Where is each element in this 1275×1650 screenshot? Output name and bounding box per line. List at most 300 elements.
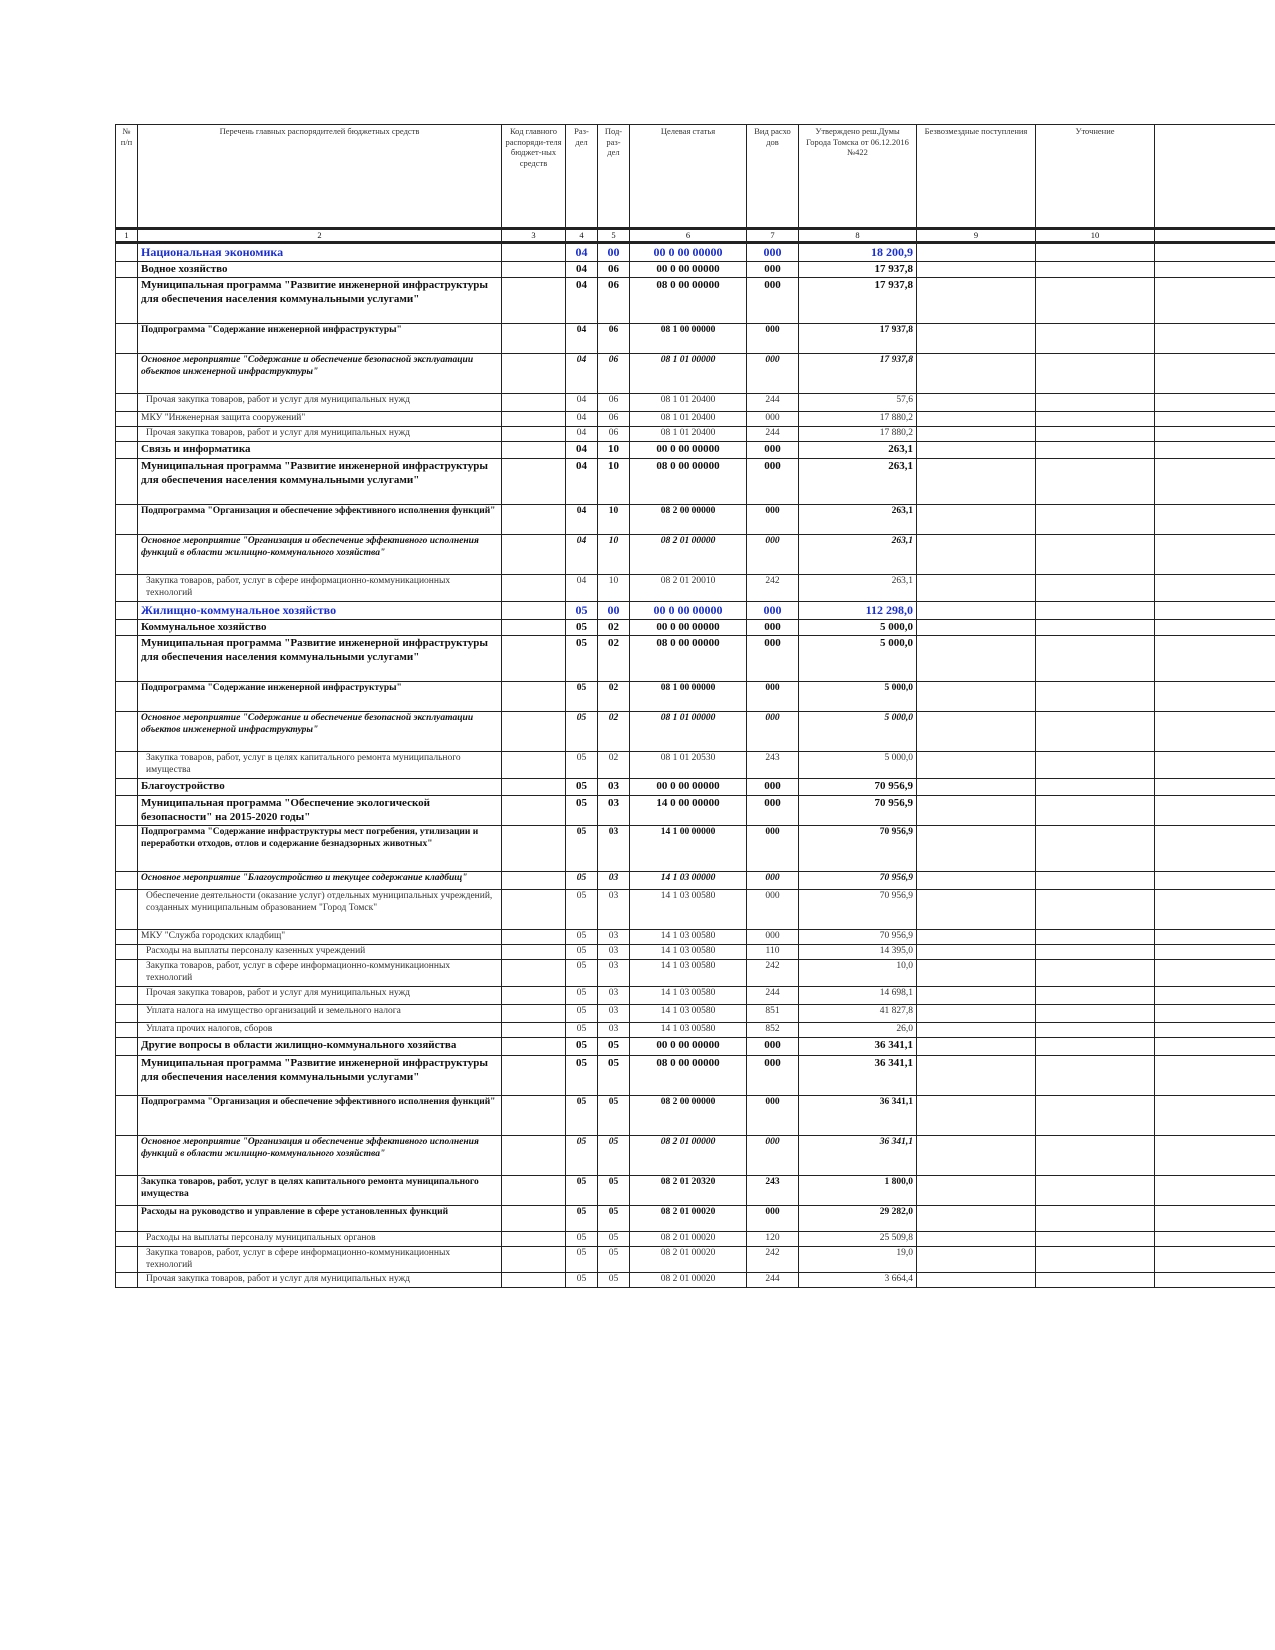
header-clarification: Уточнение	[1036, 125, 1155, 229]
row-subsection: 05	[598, 1273, 630, 1288]
row-clarification	[1036, 890, 1155, 930]
row-target-article: 08 2 01 00020	[630, 1246, 747, 1273]
row-expense-type: 000	[747, 890, 799, 930]
row-grants	[917, 1273, 1036, 1288]
row-approved-sum: 263,1	[799, 504, 917, 534]
row-clarification	[1036, 242, 1155, 261]
row-approved-sum: 263,1	[799, 574, 917, 601]
table-row	[116, 682, 1275, 712]
header-extra	[1155, 125, 1275, 229]
table-row	[116, 779, 1275, 796]
row-number	[116, 1095, 138, 1135]
row-target-article: 14 1 03 00580	[630, 960, 747, 987]
row-expense-type: 242	[747, 960, 799, 987]
row-section: 05	[566, 752, 598, 779]
row-name: Основное мероприятие "Организация и обеспечение эффективного исполнения функций в области жилищно-коммунального хозяйства"	[138, 534, 502, 574]
row-target-article: 08 1 01 20530	[630, 752, 747, 779]
row-approved-sum: 17 937,8	[799, 278, 917, 324]
row-subsection: 02	[598, 752, 630, 779]
row-target-article: 08 2 01 00020	[630, 1273, 747, 1288]
row-name: МКУ "Инженерная защита сооружений"	[138, 412, 502, 427]
row-name: Уплата налога на имущество организаций и земельного налога	[138, 1004, 502, 1022]
row-target-article: 00 0 00 00000	[630, 442, 747, 459]
row-expense-type: 000	[747, 619, 799, 636]
row-name: Подпрограмма "Содержание инженерной инфраструктуры"	[138, 682, 502, 712]
row-approved-sum: 5 000,0	[799, 619, 917, 636]
row-expense-type: 000	[747, 504, 799, 534]
row-number	[116, 872, 138, 890]
row-grants	[917, 795, 1036, 826]
row-target-article: 00 0 00 00000	[630, 1037, 747, 1055]
row-approved-sum: 36 341,1	[799, 1037, 917, 1055]
table-row	[116, 1273, 1275, 1288]
row-name: Расходы на выплаты персоналу муниципальных органов	[138, 1231, 502, 1246]
table-row	[116, 1022, 1275, 1037]
row-target-article: 08 0 00 00000	[630, 1055, 747, 1095]
row-subsection: 03	[598, 986, 630, 1004]
row-section: 04	[566, 324, 598, 354]
table-row	[116, 427, 1275, 442]
row-target-article: 08 1 00 00000	[630, 324, 747, 354]
header-grants: Безвозмездные поступления	[917, 125, 1036, 229]
row-expense-type: 000	[747, 534, 799, 574]
row-section: 05	[566, 960, 598, 987]
row-approved-sum: 25 509,8	[799, 1231, 917, 1246]
row-number	[116, 427, 138, 442]
row-expense-type: 000	[747, 1095, 799, 1135]
row-grants	[917, 534, 1036, 574]
row-expense-type: 242	[747, 1246, 799, 1273]
row-approved-sum: 14 698,1	[799, 986, 917, 1004]
row-name: Основное мероприятие "Содержание и обеспечение безопасной эксплуатации объектов инженерной инфраструктуры"	[138, 354, 502, 394]
table-row	[116, 534, 1275, 574]
row-section: 05	[566, 1135, 598, 1175]
row-approved-sum: 263,1	[799, 534, 917, 574]
header-number: № п/п	[116, 125, 138, 229]
row-grants	[917, 261, 1036, 278]
row-subsection: 03	[598, 945, 630, 960]
row-grants	[917, 412, 1036, 427]
row-section: 05	[566, 1175, 598, 1205]
row-name: Подпрограмма "Содержание инженерной инфраструктуры"	[138, 324, 502, 354]
row-extra	[1155, 682, 1275, 712]
row-number	[116, 442, 138, 459]
row-target-article: 08 2 01 00000	[630, 534, 747, 574]
row-grants	[917, 779, 1036, 796]
row-code	[502, 278, 566, 324]
row-target-article: 08 0 00 00000	[630, 636, 747, 682]
row-clarification	[1036, 1231, 1155, 1246]
row-clarification	[1036, 1273, 1155, 1288]
row-code	[502, 458, 566, 504]
row-number	[116, 752, 138, 779]
row-extra	[1155, 412, 1275, 427]
row-extra	[1155, 1273, 1275, 1288]
row-grants	[917, 682, 1036, 712]
table-header-row	[116, 125, 1275, 229]
row-target-article: 08 2 01 00020	[630, 1205, 747, 1231]
row-name: Закупка товаров, работ, услуг в сфере информационно-коммуникационных технологий	[138, 1246, 502, 1273]
table-row	[116, 945, 1275, 960]
row-number	[116, 712, 138, 752]
row-name: Закупка товаров, работ, услуг в сфере информационно-коммуникационных технологий	[138, 574, 502, 601]
row-target-article: 14 1 03 00000	[630, 872, 747, 890]
row-section: 04	[566, 412, 598, 427]
row-subsection: 05	[598, 1205, 630, 1231]
row-expense-type: 000	[747, 442, 799, 459]
row-target-article: 14 1 03 00580	[630, 986, 747, 1004]
row-clarification	[1036, 1246, 1155, 1273]
row-section: 05	[566, 890, 598, 930]
row-clarification	[1036, 1004, 1155, 1022]
row-extra	[1155, 795, 1275, 826]
row-section: 04	[566, 394, 598, 412]
row-grants	[917, 712, 1036, 752]
row-subsection: 03	[598, 960, 630, 987]
row-section: 04	[566, 427, 598, 442]
row-number	[116, 1037, 138, 1055]
row-section: 04	[566, 278, 598, 324]
header-section: Раз-дел	[566, 125, 598, 229]
header-approved: Утверждено реш.Думы Города Томска от 06.12.2016 №422	[799, 125, 917, 229]
row-target-article: 08 1 01 20400	[630, 394, 747, 412]
row-target-article: 08 2 00 00000	[630, 504, 747, 534]
table-row	[116, 986, 1275, 1004]
row-grants	[917, 1037, 1036, 1055]
row-clarification	[1036, 986, 1155, 1004]
row-number	[116, 354, 138, 394]
row-section: 05	[566, 619, 598, 636]
row-approved-sum: 70 956,9	[799, 890, 917, 930]
row-section: 05	[566, 1037, 598, 1055]
row-number	[116, 394, 138, 412]
row-subsection: 00	[598, 242, 630, 261]
row-number	[116, 619, 138, 636]
row-clarification	[1036, 601, 1155, 619]
row-clarification	[1036, 930, 1155, 945]
row-code	[502, 1037, 566, 1055]
row-code	[502, 945, 566, 960]
row-expense-type: 000	[747, 354, 799, 394]
row-grants	[917, 1246, 1036, 1273]
row-subsection: 03	[598, 872, 630, 890]
row-section: 05	[566, 636, 598, 682]
row-approved-sum: 5 000,0	[799, 752, 917, 779]
row-name: Муниципальная программа "Развитие инженерной инфраструктуры для обеспечения населения коммунальными услугами"	[138, 278, 502, 324]
row-section: 04	[566, 574, 598, 601]
row-name: Национальная экономика	[138, 242, 502, 261]
row-code	[502, 534, 566, 574]
row-extra	[1155, 458, 1275, 504]
table-row	[116, 752, 1275, 779]
row-approved-sum: 70 956,9	[799, 779, 917, 796]
row-extra	[1155, 1022, 1275, 1037]
row-clarification	[1036, 354, 1155, 394]
table-row	[116, 278, 1275, 324]
row-number	[116, 458, 138, 504]
colnum: 6	[630, 229, 747, 243]
row-subsection: 02	[598, 682, 630, 712]
colnum	[1155, 229, 1275, 243]
row-clarification	[1036, 1022, 1155, 1037]
row-section: 05	[566, 826, 598, 872]
row-expense-type: 110	[747, 945, 799, 960]
row-number	[116, 1205, 138, 1231]
row-subsection: 05	[598, 1037, 630, 1055]
row-grants	[917, 752, 1036, 779]
row-approved-sum: 263,1	[799, 458, 917, 504]
row-subsection: 05	[598, 1231, 630, 1246]
table-row	[116, 601, 1275, 619]
row-expense-type: 000	[747, 242, 799, 261]
row-extra	[1155, 1246, 1275, 1273]
row-code	[502, 930, 566, 945]
row-clarification	[1036, 945, 1155, 960]
row-clarification	[1036, 826, 1155, 872]
row-expense-type: 244	[747, 394, 799, 412]
row-name: Связь и информатика	[138, 442, 502, 459]
row-number	[116, 930, 138, 945]
row-expense-type: 243	[747, 752, 799, 779]
row-number	[116, 1004, 138, 1022]
row-section: 05	[566, 872, 598, 890]
table-row	[116, 1055, 1275, 1095]
row-subsection: 03	[598, 826, 630, 872]
row-name: Подпрограмма "Организация и обеспечение эффективного исполнения функций"	[138, 504, 502, 534]
row-code	[502, 1273, 566, 1288]
row-grants	[917, 930, 1036, 945]
row-code	[502, 1246, 566, 1273]
row-expense-type: 000	[747, 779, 799, 796]
row-section: 05	[566, 1205, 598, 1231]
row-subsection: 03	[598, 795, 630, 826]
row-number	[116, 986, 138, 1004]
row-clarification	[1036, 261, 1155, 278]
row-number	[116, 779, 138, 796]
row-approved-sum: 3 664,4	[799, 1273, 917, 1288]
colnum: 2	[138, 229, 502, 243]
row-name: Жилищно-коммунальное хозяйство	[138, 601, 502, 619]
row-extra	[1155, 534, 1275, 574]
row-subsection: 05	[598, 1135, 630, 1175]
row-grants	[917, 1022, 1036, 1037]
row-extra	[1155, 930, 1275, 945]
row-approved-sum: 112 298,0	[799, 601, 917, 619]
row-number	[116, 1273, 138, 1288]
row-grants	[917, 636, 1036, 682]
row-extra	[1155, 986, 1275, 1004]
row-extra	[1155, 636, 1275, 682]
row-grants	[917, 1135, 1036, 1175]
row-code	[502, 1055, 566, 1095]
row-grants	[917, 442, 1036, 459]
row-clarification	[1036, 534, 1155, 574]
row-expense-type: 000	[747, 795, 799, 826]
row-extra	[1155, 504, 1275, 534]
colnum: 10	[1036, 229, 1155, 243]
colnum: 7	[747, 229, 799, 243]
row-clarification	[1036, 1037, 1155, 1055]
row-name: МКУ "Служба городских кладбищ"	[138, 930, 502, 945]
row-section: 05	[566, 1231, 598, 1246]
row-expense-type: 243	[747, 1175, 799, 1205]
row-number	[116, 1055, 138, 1095]
row-number	[116, 324, 138, 354]
row-approved-sum: 17 937,8	[799, 324, 917, 354]
row-code	[502, 682, 566, 712]
row-number	[116, 601, 138, 619]
row-approved-sum: 70 956,9	[799, 795, 917, 826]
row-approved-sum: 70 956,9	[799, 930, 917, 945]
header-code: Код главного распоряди-теля бюджет-ных средств	[502, 125, 566, 229]
row-target-article: 14 1 00 00000	[630, 826, 747, 872]
row-approved-sum: 70 956,9	[799, 872, 917, 890]
row-grants	[917, 574, 1036, 601]
row-code	[502, 504, 566, 534]
row-grants	[917, 1205, 1036, 1231]
row-code	[502, 1004, 566, 1022]
row-section: 05	[566, 712, 598, 752]
row-subsection: 00	[598, 601, 630, 619]
row-subsection: 06	[598, 412, 630, 427]
row-grants	[917, 427, 1036, 442]
row-approved-sum: 17 880,2	[799, 427, 917, 442]
row-approved-sum: 70 956,9	[799, 826, 917, 872]
table-row	[116, 1246, 1275, 1273]
row-code	[502, 795, 566, 826]
row-code	[502, 1095, 566, 1135]
row-grants	[917, 1231, 1036, 1246]
row-approved-sum: 36 341,1	[799, 1095, 917, 1135]
row-grants	[917, 394, 1036, 412]
row-section: 05	[566, 945, 598, 960]
row-clarification	[1036, 872, 1155, 890]
row-grants	[917, 1004, 1036, 1022]
row-approved-sum: 10,0	[799, 960, 917, 987]
row-expense-type: 244	[747, 986, 799, 1004]
row-target-article: 08 2 00 00000	[630, 1095, 747, 1135]
row-subsection: 10	[598, 442, 630, 459]
table-row	[116, 394, 1275, 412]
row-approved-sum: 29 282,0	[799, 1205, 917, 1231]
row-extra	[1155, 324, 1275, 354]
row-name: Водное хозяйство	[138, 261, 502, 278]
row-grants	[917, 1095, 1036, 1135]
row-extra	[1155, 354, 1275, 394]
row-approved-sum: 41 827,8	[799, 1004, 917, 1022]
colnum: 3	[502, 229, 566, 243]
row-approved-sum: 263,1	[799, 442, 917, 459]
row-extra	[1155, 242, 1275, 261]
row-expense-type: 244	[747, 1273, 799, 1288]
table-row	[116, 504, 1275, 534]
row-approved-sum: 17 880,2	[799, 412, 917, 427]
table-row	[116, 442, 1275, 459]
row-section: 05	[566, 601, 598, 619]
row-name: Уплата прочих налогов, сборов	[138, 1022, 502, 1037]
row-expense-type: 000	[747, 1135, 799, 1175]
row-name: Закупка товаров, работ, услуг в целях капитального ремонта муниципального имущества	[138, 1175, 502, 1205]
row-grants	[917, 826, 1036, 872]
row-extra	[1155, 1175, 1275, 1205]
column-number-row	[116, 229, 1275, 243]
table-row	[116, 1175, 1275, 1205]
row-clarification	[1036, 427, 1155, 442]
row-extra	[1155, 945, 1275, 960]
row-number	[116, 1246, 138, 1273]
row-section: 05	[566, 682, 598, 712]
row-section: 05	[566, 795, 598, 826]
row-name: Основное мероприятие "Благоустройство и текущее содержание кладбищ"	[138, 872, 502, 890]
row-approved-sum: 17 937,8	[799, 261, 917, 278]
row-approved-sum: 5 000,0	[799, 712, 917, 752]
row-section: 05	[566, 779, 598, 796]
row-subsection: 10	[598, 458, 630, 504]
row-code	[502, 826, 566, 872]
row-number	[116, 945, 138, 960]
row-extra	[1155, 779, 1275, 796]
row-subsection: 05	[598, 1175, 630, 1205]
row-code	[502, 242, 566, 261]
row-name: Прочая закупка товаров, работ и услуг для муниципальных нужд	[138, 1273, 502, 1288]
row-grants	[917, 242, 1036, 261]
row-section: 05	[566, 930, 598, 945]
row-name: Подпрограмма "Организация и обеспечение эффективного исполнения функций"	[138, 1095, 502, 1135]
row-name: Расходы на выплаты персоналу казенных учреждений	[138, 945, 502, 960]
row-code	[502, 1135, 566, 1175]
row-clarification	[1036, 1055, 1155, 1095]
row-clarification	[1036, 412, 1155, 427]
row-extra	[1155, 872, 1275, 890]
row-approved-sum: 1 800,0	[799, 1175, 917, 1205]
table-row	[116, 1004, 1275, 1022]
row-name: Другие вопросы в области жилищно-коммунального хозяйства	[138, 1037, 502, 1055]
row-extra	[1155, 1135, 1275, 1175]
row-clarification	[1036, 324, 1155, 354]
table-row	[116, 960, 1275, 987]
table-row	[116, 412, 1275, 427]
table-row	[116, 1231, 1275, 1246]
row-clarification	[1036, 619, 1155, 636]
row-code	[502, 1231, 566, 1246]
row-expense-type: 000	[747, 601, 799, 619]
table-row	[116, 354, 1275, 394]
row-approved-sum: 26,0	[799, 1022, 917, 1037]
row-extra	[1155, 394, 1275, 412]
table-row	[116, 242, 1275, 261]
row-expense-type: 000	[747, 1055, 799, 1095]
row-name: Расходы на руководство и управление в сфере установленных функций	[138, 1205, 502, 1231]
row-extra	[1155, 712, 1275, 752]
row-code	[502, 712, 566, 752]
row-expense-type: 000	[747, 826, 799, 872]
row-clarification	[1036, 1205, 1155, 1231]
row-target-article: 08 2 01 00020	[630, 1231, 747, 1246]
row-code	[502, 636, 566, 682]
row-subsection: 03	[598, 779, 630, 796]
header-target-article: Целевая статья	[630, 125, 747, 229]
row-number	[116, 242, 138, 261]
table-row	[116, 795, 1275, 826]
header-subsection: Под-раз-дел	[598, 125, 630, 229]
row-expense-type: 000	[747, 872, 799, 890]
row-target-article: 00 0 00 00000	[630, 619, 747, 636]
budget-sheet	[115, 124, 1275, 1650]
row-code	[502, 574, 566, 601]
row-name: Прочая закупка товаров, работ и услуг для муниципальных нужд	[138, 394, 502, 412]
row-subsection: 10	[598, 534, 630, 574]
row-grants	[917, 986, 1036, 1004]
